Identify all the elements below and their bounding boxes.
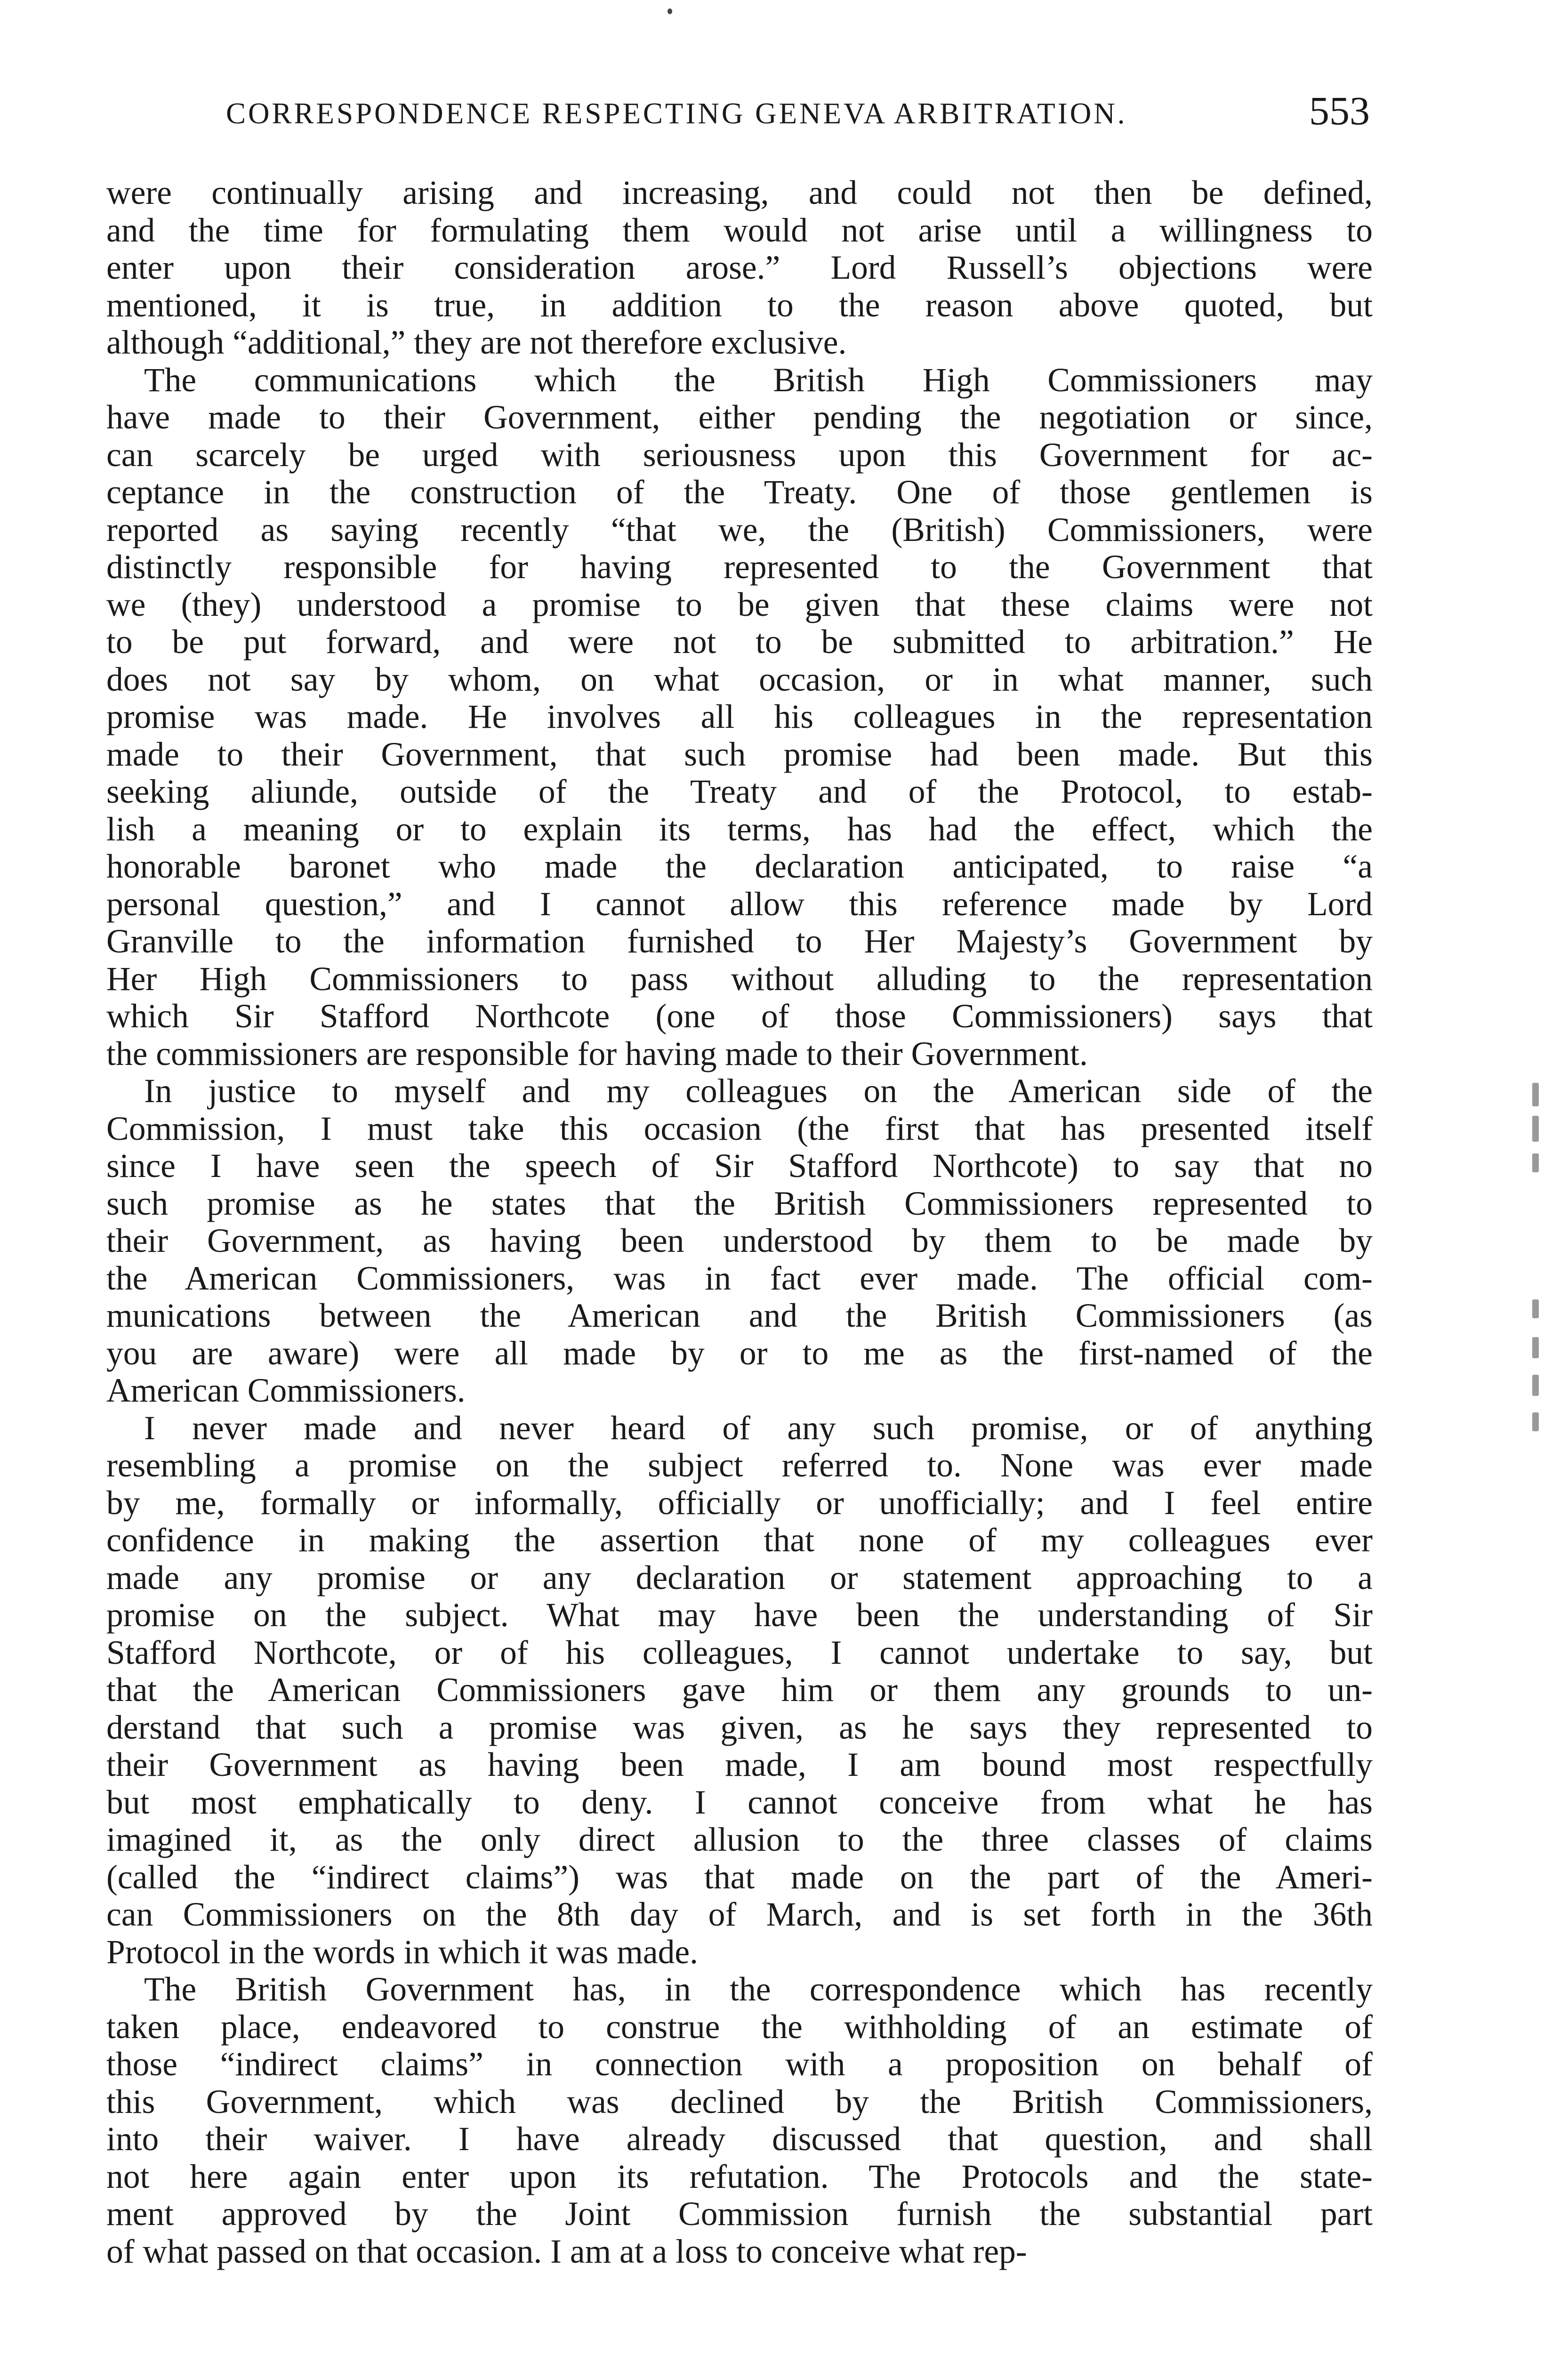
margin-mark	[1532, 1375, 1539, 1396]
text-line: which Sir Stafford Northcote (one of those Commissioners) says that	[106, 998, 1373, 1035]
text-line: enter upon their consideration arose.” Lord Russell’s objections were	[106, 249, 1373, 286]
margin-mark	[1532, 1299, 1539, 1318]
text-line: Commission, I must take this occasion (the first that has presented itself	[106, 1110, 1373, 1147]
text-line: American Commissioners.	[106, 1372, 466, 1409]
text-line: personal question,” and I cannot allow this reference made by Lord	[106, 885, 1373, 923]
text-line: this Government, which was declined by the British Commissioners,	[106, 2083, 1373, 2120]
text-line: imagined it, as the only direct allusion to the three classes of claims	[106, 1821, 1373, 1858]
running-head: CORRESPONDENCE RESPECTING GENEVA ARBITRATION.	[226, 97, 1127, 130]
text-line: Protocol in the words in which it was made.	[106, 1933, 699, 1971]
paragraph	[106, 1410, 1373, 1971]
text-line: The communications which the British High Commissioners may	[144, 361, 1373, 399]
text-line: into their waiver. I have already discussed that question, and shall	[106, 2120, 1373, 2158]
text-line: reported as saying recently “that we, the (British) Commissioners, were	[106, 511, 1373, 548]
text-line: (called the “indirect claims”) was that made on the part of the Ameri-	[106, 1858, 1373, 1896]
text-line: the commissioners are responsible for having made to their Government.	[106, 1035, 1088, 1072]
text-line: made any promise or any declaration or statement approaching to a	[106, 1559, 1373, 1596]
text-line: seeking aliunde, outside of the Treaty and of the Protocol, to estab-	[106, 773, 1373, 810]
margin-mark	[1532, 1116, 1539, 1142]
paragraph	[106, 174, 1373, 362]
text-line: munications between the American and the British Commissioners (as	[106, 1297, 1373, 1334]
text-line: derstand that such a promise was given, as he says they represented to	[106, 1709, 1373, 1746]
text-line: taken place, endeavored to construe the withholding of an estimate of	[106, 2008, 1373, 2046]
text-line: confidence in making the assertion that none of my colleagues ever	[106, 1522, 1373, 1559]
text-line: their Government as having been made, I am bound most respectfully	[106, 1746, 1373, 1783]
text-line: honorable baronet who made the declaration anticipated, to raise “a	[106, 848, 1373, 885]
text-line: by me, formally or informally, officially or unofficially; and I feel entire	[106, 1484, 1373, 1522]
body-text	[106, 174, 1373, 2270]
text-line: distinctly responsible for having represented to the Government that	[106, 548, 1373, 586]
text-line: of what passed on that occasion. I am at a loss to conceive what rep-	[106, 2233, 1027, 2270]
margin-mark	[1532, 1337, 1539, 1358]
text-line: we (they) understood a promise to be given that these claims were not	[106, 586, 1373, 623]
paragraph	[106, 362, 1373, 1073]
text-line: since I have seen the speech of Sir Stafford Northcote) to say that no	[106, 1147, 1373, 1185]
text-line: ceptance in the construction of the Treaty. One of those gentlemen is	[106, 474, 1373, 511]
text-line: Granville to the information furnished to Her Majesty’s Government by	[106, 923, 1373, 960]
text-line: mentioned, it is true, in addition to the reason above quoted, but	[106, 286, 1373, 324]
text-line: those “indirect claims” in connection with a proposition on behalf of	[106, 2046, 1373, 2083]
text-line: Stafford Northcote, or of his colleagues, I cannot undertake to say, but	[106, 1634, 1373, 1671]
text-line: lish a meaning or to explain its terms, has had the effect, which the	[106, 810, 1373, 848]
margin-mark	[1532, 1153, 1539, 1172]
text-line: resembling a promise on the subject referred to. None was ever made	[106, 1447, 1373, 1484]
text-line: such promise as he states that the British Commissioners represented to	[106, 1185, 1373, 1222]
text-line: although “additional,” they are not therefore exclusive.	[106, 324, 847, 361]
text-line: can Commissioners on the 8th day of March, and is set forth in the 36th	[106, 1896, 1373, 1933]
margin-mark	[1532, 1412, 1539, 1431]
paragraph	[106, 1971, 1373, 2270]
text-line: In justice to myself and my colleagues on the American side of the	[144, 1072, 1373, 1110]
text-line: that the American Commissioners gave him or them any grounds to un-	[106, 1671, 1373, 1709]
text-line: promise was made. He involves all his colleagues in the representation	[106, 698, 1373, 735]
text-line: their Government, as having been understood by them to be made by	[106, 1222, 1373, 1259]
page-number: 553	[1309, 88, 1370, 133]
text-line: ment approved by the Joint Commission furnish the substantial part	[106, 2195, 1373, 2233]
text-line: but most emphatically to deny. I cannot conceive from what he has	[106, 1783, 1373, 1821]
text-line: not here again enter upon its refutation. The Protocols and the state-	[106, 2158, 1373, 2195]
text-line: promise on the subject. What may have been the understanding of Sir	[106, 1596, 1373, 1634]
text-line: I never made and never heard of any such promise, or of anything	[144, 1409, 1373, 1447]
page-header	[108, 87, 1370, 139]
text-line: have made to their Government, either pending the negotiation or since,	[106, 399, 1373, 436]
text-line: were continually arising and increasing, and could not then be defined,	[106, 174, 1373, 211]
text-line: to be put forward, and were not to be submitted to arbitration.” He	[106, 623, 1373, 661]
text-line: the American Commissioners, was in fact ever made. The official com-	[106, 1259, 1373, 1297]
margin-marks	[1532, 1083, 1551, 1459]
text-line: and the time for formulating them would not arise until a willingness to	[106, 211, 1373, 249]
margin-mark	[1532, 1083, 1539, 1106]
paragraph	[106, 1072, 1373, 1410]
text-line: Her High Commissioners to pass without alluding to the representation	[106, 960, 1373, 998]
text-line: does not say by whom, on what occasion, or in what manner, such	[106, 661, 1373, 698]
text-line: can scarcely be urged with seriousness upon this Government for ac-	[106, 436, 1373, 474]
text-line: The British Government has, in the correspondence which has recently	[144, 1971, 1373, 2008]
text-line: you are aware) were all made by or to me as the first-named of the	[106, 1334, 1373, 1372]
text-line: made to their Government, that such promise had been made. But this	[106, 735, 1373, 773]
print-speck	[667, 8, 672, 14]
